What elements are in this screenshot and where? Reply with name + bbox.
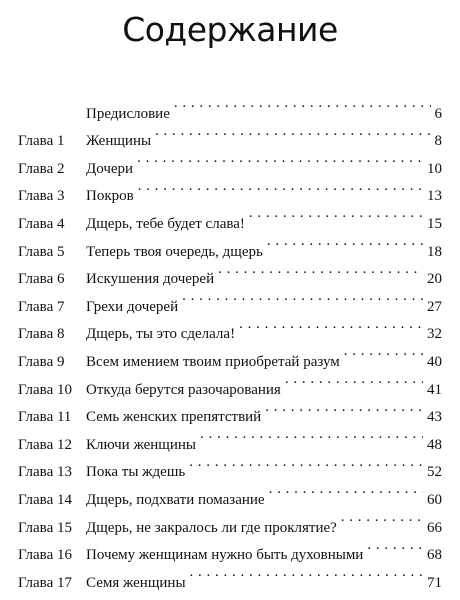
page-number: 6 bbox=[434, 105, 442, 122]
page-title: Содержание bbox=[122, 10, 338, 49]
entry-title: Дщерь, подхвати помазание bbox=[86, 491, 265, 508]
dot-leader bbox=[218, 256, 423, 284]
chapter-number: Глава 13 bbox=[18, 464, 72, 481]
page-number: 27 bbox=[427, 298, 442, 315]
page-number: 10 bbox=[427, 160, 442, 177]
entry-title: Дщерь, ты это сделала! bbox=[86, 326, 236, 343]
chapter-number: Глава 5 bbox=[18, 243, 65, 260]
chapter-number: Глава 9 bbox=[18, 353, 65, 370]
entry-title: Пока ты ждешь bbox=[86, 464, 186, 481]
chapter-number: Глава 7 bbox=[18, 298, 65, 315]
entry-title: Искушения дочерей bbox=[86, 271, 215, 288]
dot-leader bbox=[138, 173, 423, 201]
entry-title: Семя женщины bbox=[86, 574, 186, 591]
entry-title: Грехи дочерей bbox=[86, 298, 179, 315]
page-number: 68 bbox=[427, 547, 442, 564]
dot-leader bbox=[190, 559, 423, 587]
entry-title: Теперь твоя очередь, дщерь bbox=[86, 243, 263, 260]
dot-leader bbox=[155, 118, 430, 146]
page-number: 71 bbox=[427, 574, 442, 591]
chapter-number: Глава 12 bbox=[18, 436, 72, 453]
table-of-contents bbox=[18, 90, 442, 591]
entry-title: Откуда берутся разочарования bbox=[86, 381, 281, 398]
page-number: 13 bbox=[427, 188, 442, 205]
page-number: 41 bbox=[427, 381, 442, 398]
dot-leader bbox=[267, 228, 423, 256]
chapter-number: Глава 10 bbox=[18, 381, 72, 398]
page-number: 18 bbox=[427, 243, 442, 260]
chapter-number: Глава 4 bbox=[18, 215, 65, 232]
entry-title: Дщерь, не закралось ли где проклятие? bbox=[86, 519, 337, 536]
page-number: 20 bbox=[427, 271, 442, 288]
dot-leader bbox=[285, 366, 423, 394]
chapter-number: Глава 8 bbox=[18, 326, 65, 343]
dot-leader bbox=[189, 449, 423, 477]
dot-leader bbox=[174, 90, 431, 118]
dot-leader bbox=[137, 145, 423, 173]
page-number: 60 bbox=[427, 491, 442, 508]
entry-title: Покров bbox=[86, 188, 134, 205]
chapter-number: Глава 17 bbox=[18, 574, 72, 591]
chapter-number: Глава 15 bbox=[18, 519, 72, 536]
dot-leader bbox=[341, 504, 423, 532]
chapter-number: Глава 3 bbox=[18, 188, 65, 205]
page-number: 8 bbox=[434, 133, 442, 150]
dot-leader bbox=[367, 532, 423, 560]
entry-title: Женщины bbox=[86, 133, 152, 150]
page-number: 48 bbox=[427, 436, 442, 453]
page-number: 40 bbox=[427, 353, 442, 370]
dot-leader bbox=[182, 283, 423, 311]
dot-leader bbox=[265, 394, 423, 422]
entry-title: Семь женских препятствий bbox=[86, 409, 262, 426]
page-number: 43 bbox=[427, 409, 442, 426]
entry-title: Предисловие bbox=[86, 105, 170, 122]
chapter-number: Глава 16 bbox=[18, 547, 72, 564]
page-number: 15 bbox=[427, 215, 442, 232]
toc-entry-preface[interactable] bbox=[18, 90, 442, 122]
dot-leader bbox=[200, 421, 423, 449]
entry-title: Дщерь, тебе будет слава! bbox=[86, 215, 245, 232]
dot-leader bbox=[239, 311, 423, 339]
toc-entry-chapter-1[interactable] bbox=[18, 118, 442, 150]
chapter-number: Глава 2 bbox=[18, 160, 65, 177]
dot-leader bbox=[344, 338, 423, 366]
entry-title: Почему женщинам нужно быть духовными bbox=[86, 547, 364, 564]
entry-title: Ключи женщины bbox=[86, 436, 196, 453]
page-number: 52 bbox=[427, 464, 442, 481]
chapter-number: Глава 6 bbox=[18, 271, 65, 288]
chapter-number: Глава 14 bbox=[18, 491, 72, 508]
dot-leader bbox=[269, 476, 423, 504]
chapter-number: Глава 11 bbox=[18, 409, 72, 426]
page-number: 32 bbox=[427, 326, 442, 343]
dot-leader bbox=[249, 200, 423, 228]
entry-title: Всем имением твоим приобретай разум bbox=[86, 353, 340, 370]
page-number: 66 bbox=[427, 519, 442, 536]
entry-title: Дочери bbox=[86, 160, 134, 177]
chapter-number: Глава 1 bbox=[18, 133, 65, 150]
